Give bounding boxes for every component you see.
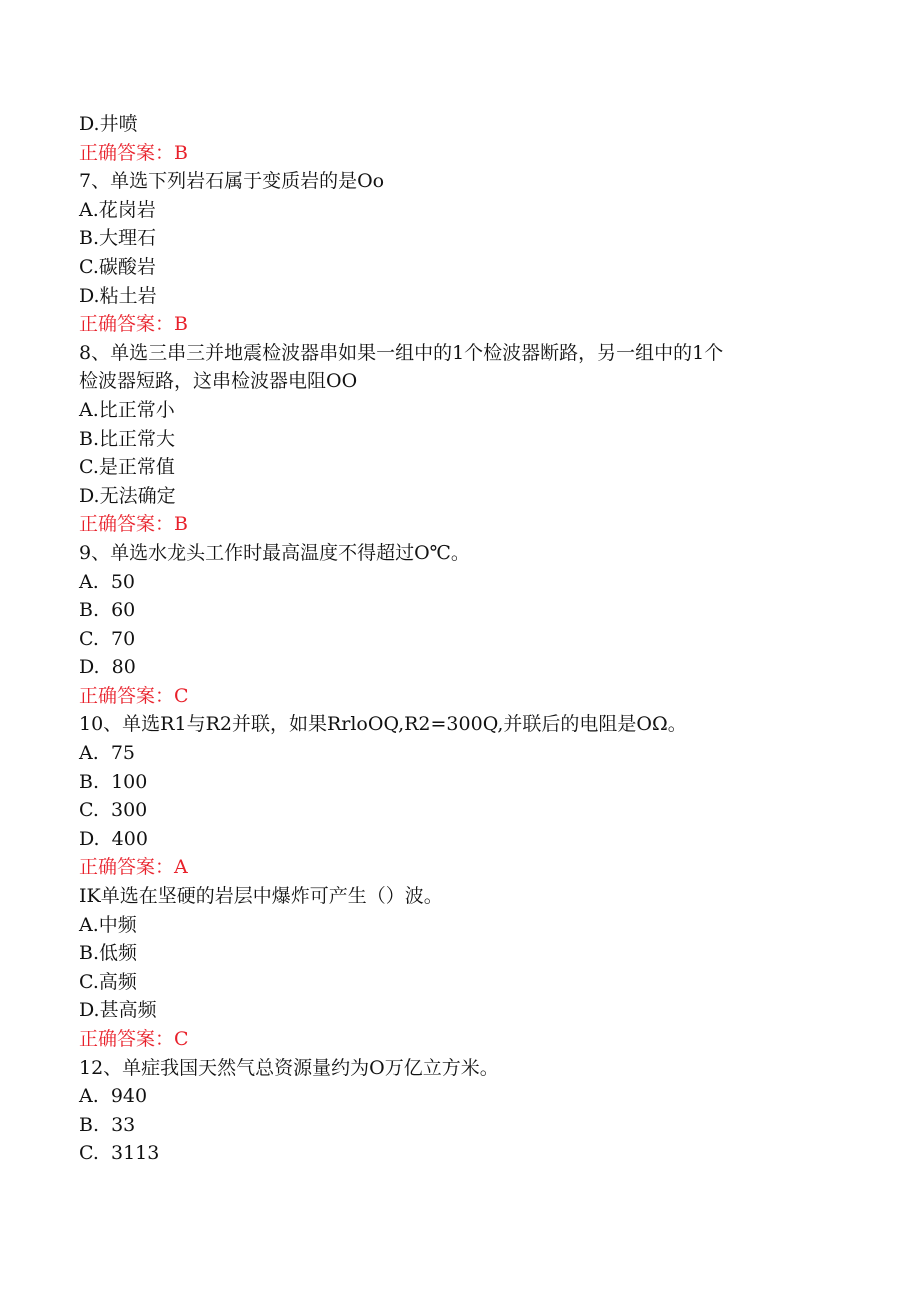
question-block-10 <box>79 710 839 882</box>
correct-answer: 正确答案：B <box>79 313 188 336</box>
option-d: D.井喷 <box>79 113 138 135</box>
document-page <box>79 110 839 1168</box>
option-c: C. 300 <box>79 799 148 822</box>
option-a: A. 75 <box>79 742 136 765</box>
question-block-7 <box>79 167 839 339</box>
option-c: C.高频 <box>79 970 137 993</box>
question-block-11 <box>79 882 839 1054</box>
option-b: B. 60 <box>79 599 136 622</box>
option-c: C.是正常值 <box>79 456 175 479</box>
option-d: D.粘土岩 <box>79 284 157 307</box>
option-a: A. 50 <box>79 570 136 593</box>
option-a: A.比正常小 <box>79 398 175 421</box>
question-title: 7、单选下列岩石属于变质岩的是Oo <box>79 170 385 193</box>
option-c: C. 70 <box>79 627 136 650</box>
correct-answer: 正确答案：B <box>79 141 188 164</box>
question-title: IK单选在坚硬的岩层中爆炸可产生（）波。 <box>79 885 443 908</box>
option-a: A.中频 <box>79 913 137 936</box>
option-b: B.低频 <box>79 942 138 965</box>
question-title-line-2: 检波器短路，这串检波器电阻OO <box>79 370 358 393</box>
question-title: 10、单选R1与R2并联，如果RrloOQ,R2=300Q,并联后的电阻是OΩ。 <box>79 713 687 736</box>
option-b: B. 33 <box>79 1113 136 1136</box>
option-d: D. 80 <box>79 656 136 679</box>
question-title: 9、单选水龙头工作时最高温度不得超过O℃。 <box>79 541 470 564</box>
question-block-9 <box>79 539 839 711</box>
question-title: 12、单症我国天然气总资源量约为O万亿立方米。 <box>79 1056 499 1079</box>
option-b: B. 100 <box>79 770 148 793</box>
question-block-6-tail <box>79 110 839 167</box>
question-block-12 <box>79 1054 839 1168</box>
option-d: D.无法确定 <box>79 484 176 507</box>
option-d: D. 400 <box>79 827 148 850</box>
question-block-8 <box>79 339 839 539</box>
correct-answer: 正确答案：C <box>79 1028 189 1050</box>
correct-answer: 正确答案：B <box>79 513 188 536</box>
option-b: B.比正常大 <box>79 427 176 450</box>
option-a: A. 940 <box>79 1085 148 1108</box>
option-c: C. 3113 <box>79 1142 160 1165</box>
question-title-line-1: 8、单选三串三并地震检波器串如果一组中的1个检波器断路，另一组中的1个 <box>79 341 724 364</box>
option-a: A.花岗岩 <box>79 198 156 221</box>
option-c: C.碳酸岩 <box>79 255 156 278</box>
option-d: D.甚高频 <box>79 999 157 1022</box>
option-b: B.大理石 <box>79 227 157 250</box>
correct-answer: 正确答案：A <box>79 856 188 879</box>
correct-answer: 正确答案：C <box>79 684 189 707</box>
